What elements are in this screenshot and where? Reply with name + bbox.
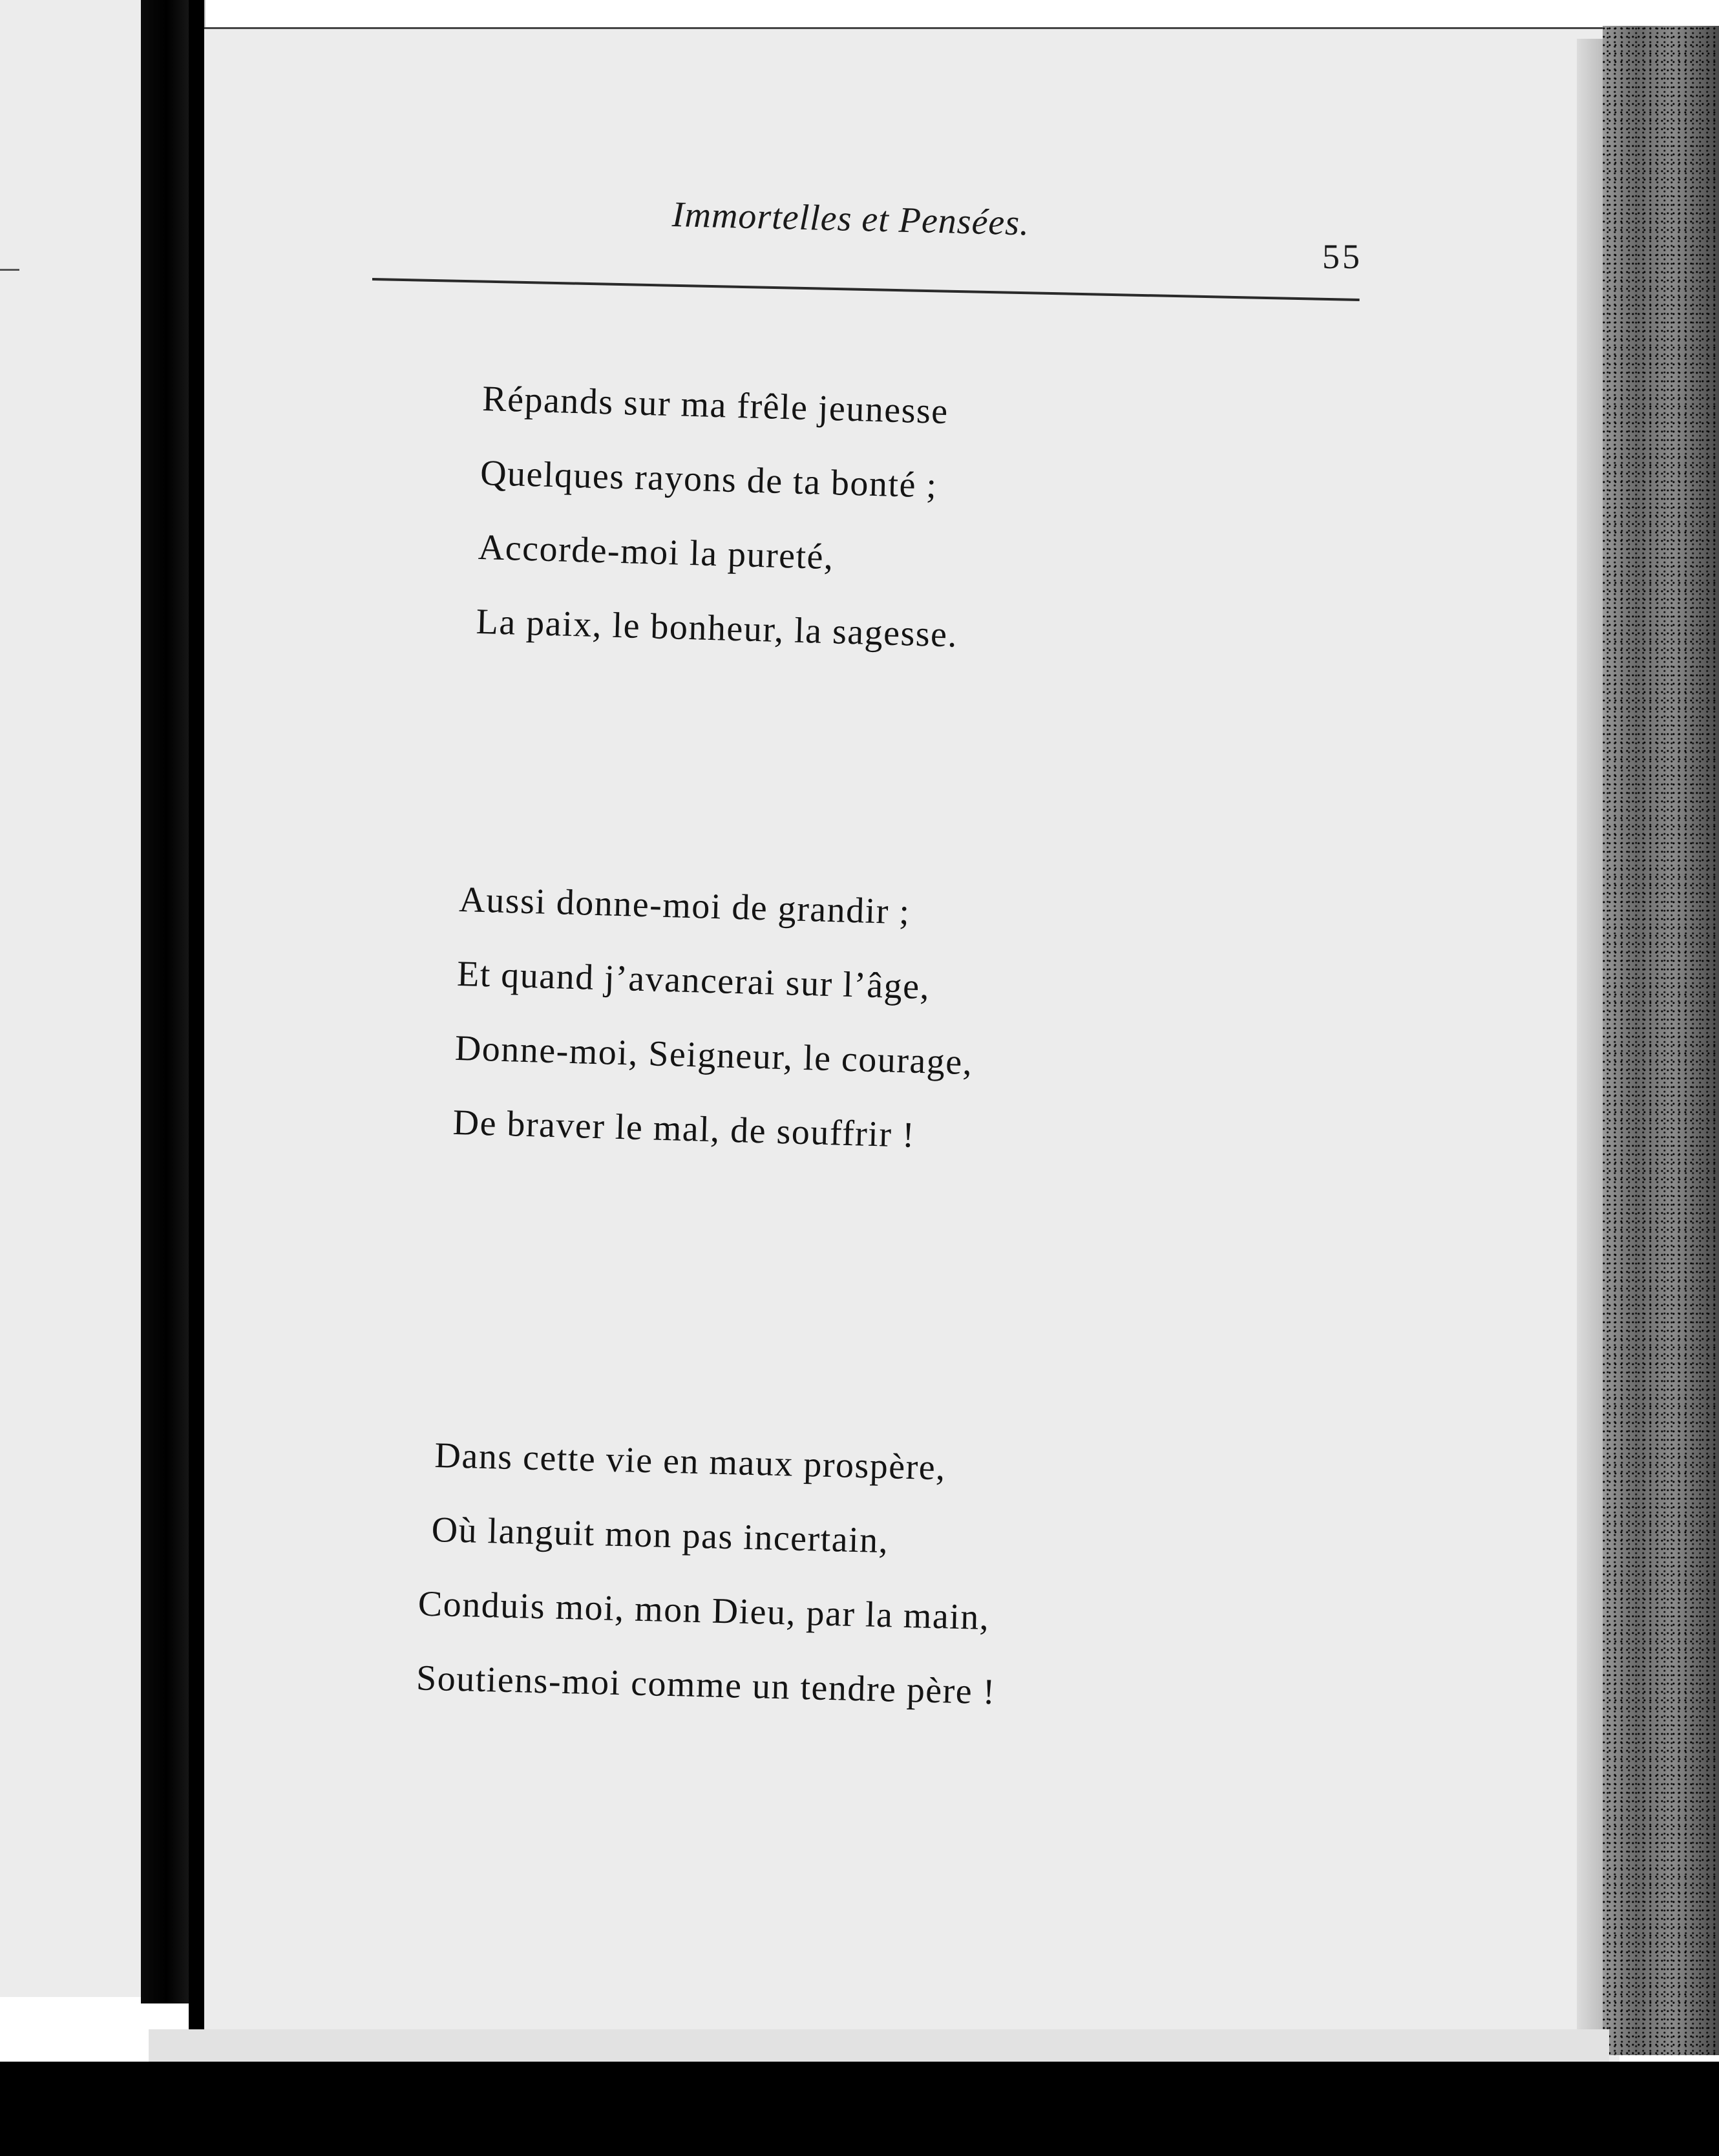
- left-page-rule: [0, 269, 19, 271]
- verse-line: Aussi donne-moi de grandir ;: [458, 879, 911, 933]
- gutter-shadow: [189, 0, 204, 2036]
- scan-background: [0, 2062, 1719, 2156]
- verse-line: Donne-moi, Seigneur, le courage,: [454, 1028, 974, 1083]
- verse-line: Où languit mon pas incertain,: [431, 1509, 889, 1561]
- verse-line: Répands sur ma frêle jeunesse: [481, 378, 949, 432]
- verse-line: Dans cette vie en maux prospère,: [434, 1435, 947, 1488]
- verse-line: La paix, le bonheur, la sagesse.: [475, 601, 958, 655]
- stanza-3: [416, 1419, 1002, 1729]
- page-edge: [1577, 39, 1603, 2094]
- verse-line: Et quand j’avancerai sur l’âge,: [456, 953, 931, 1008]
- verse-line: Soutiens-moi comme un tendre père !: [416, 1658, 997, 1713]
- page-number: 55: [1322, 237, 1362, 276]
- stanza-1: [475, 362, 965, 673]
- running-title: Immortelles et Pensées.: [671, 195, 1030, 244]
- page-bottom-edge: [149, 2029, 1609, 2062]
- book-fore-edge: [1603, 26, 1719, 2055]
- verse-line: Quelques rayons de ta bonté ;: [480, 452, 938, 506]
- verse-line: Accorde-moi la pureté,: [478, 527, 835, 578]
- verse-line: Conduis moi, mon Dieu, par la main,: [417, 1583, 991, 1638]
- stanza-2: [452, 863, 978, 1174]
- verse-line: De braver le mal, de souffrir !: [452, 1102, 916, 1156]
